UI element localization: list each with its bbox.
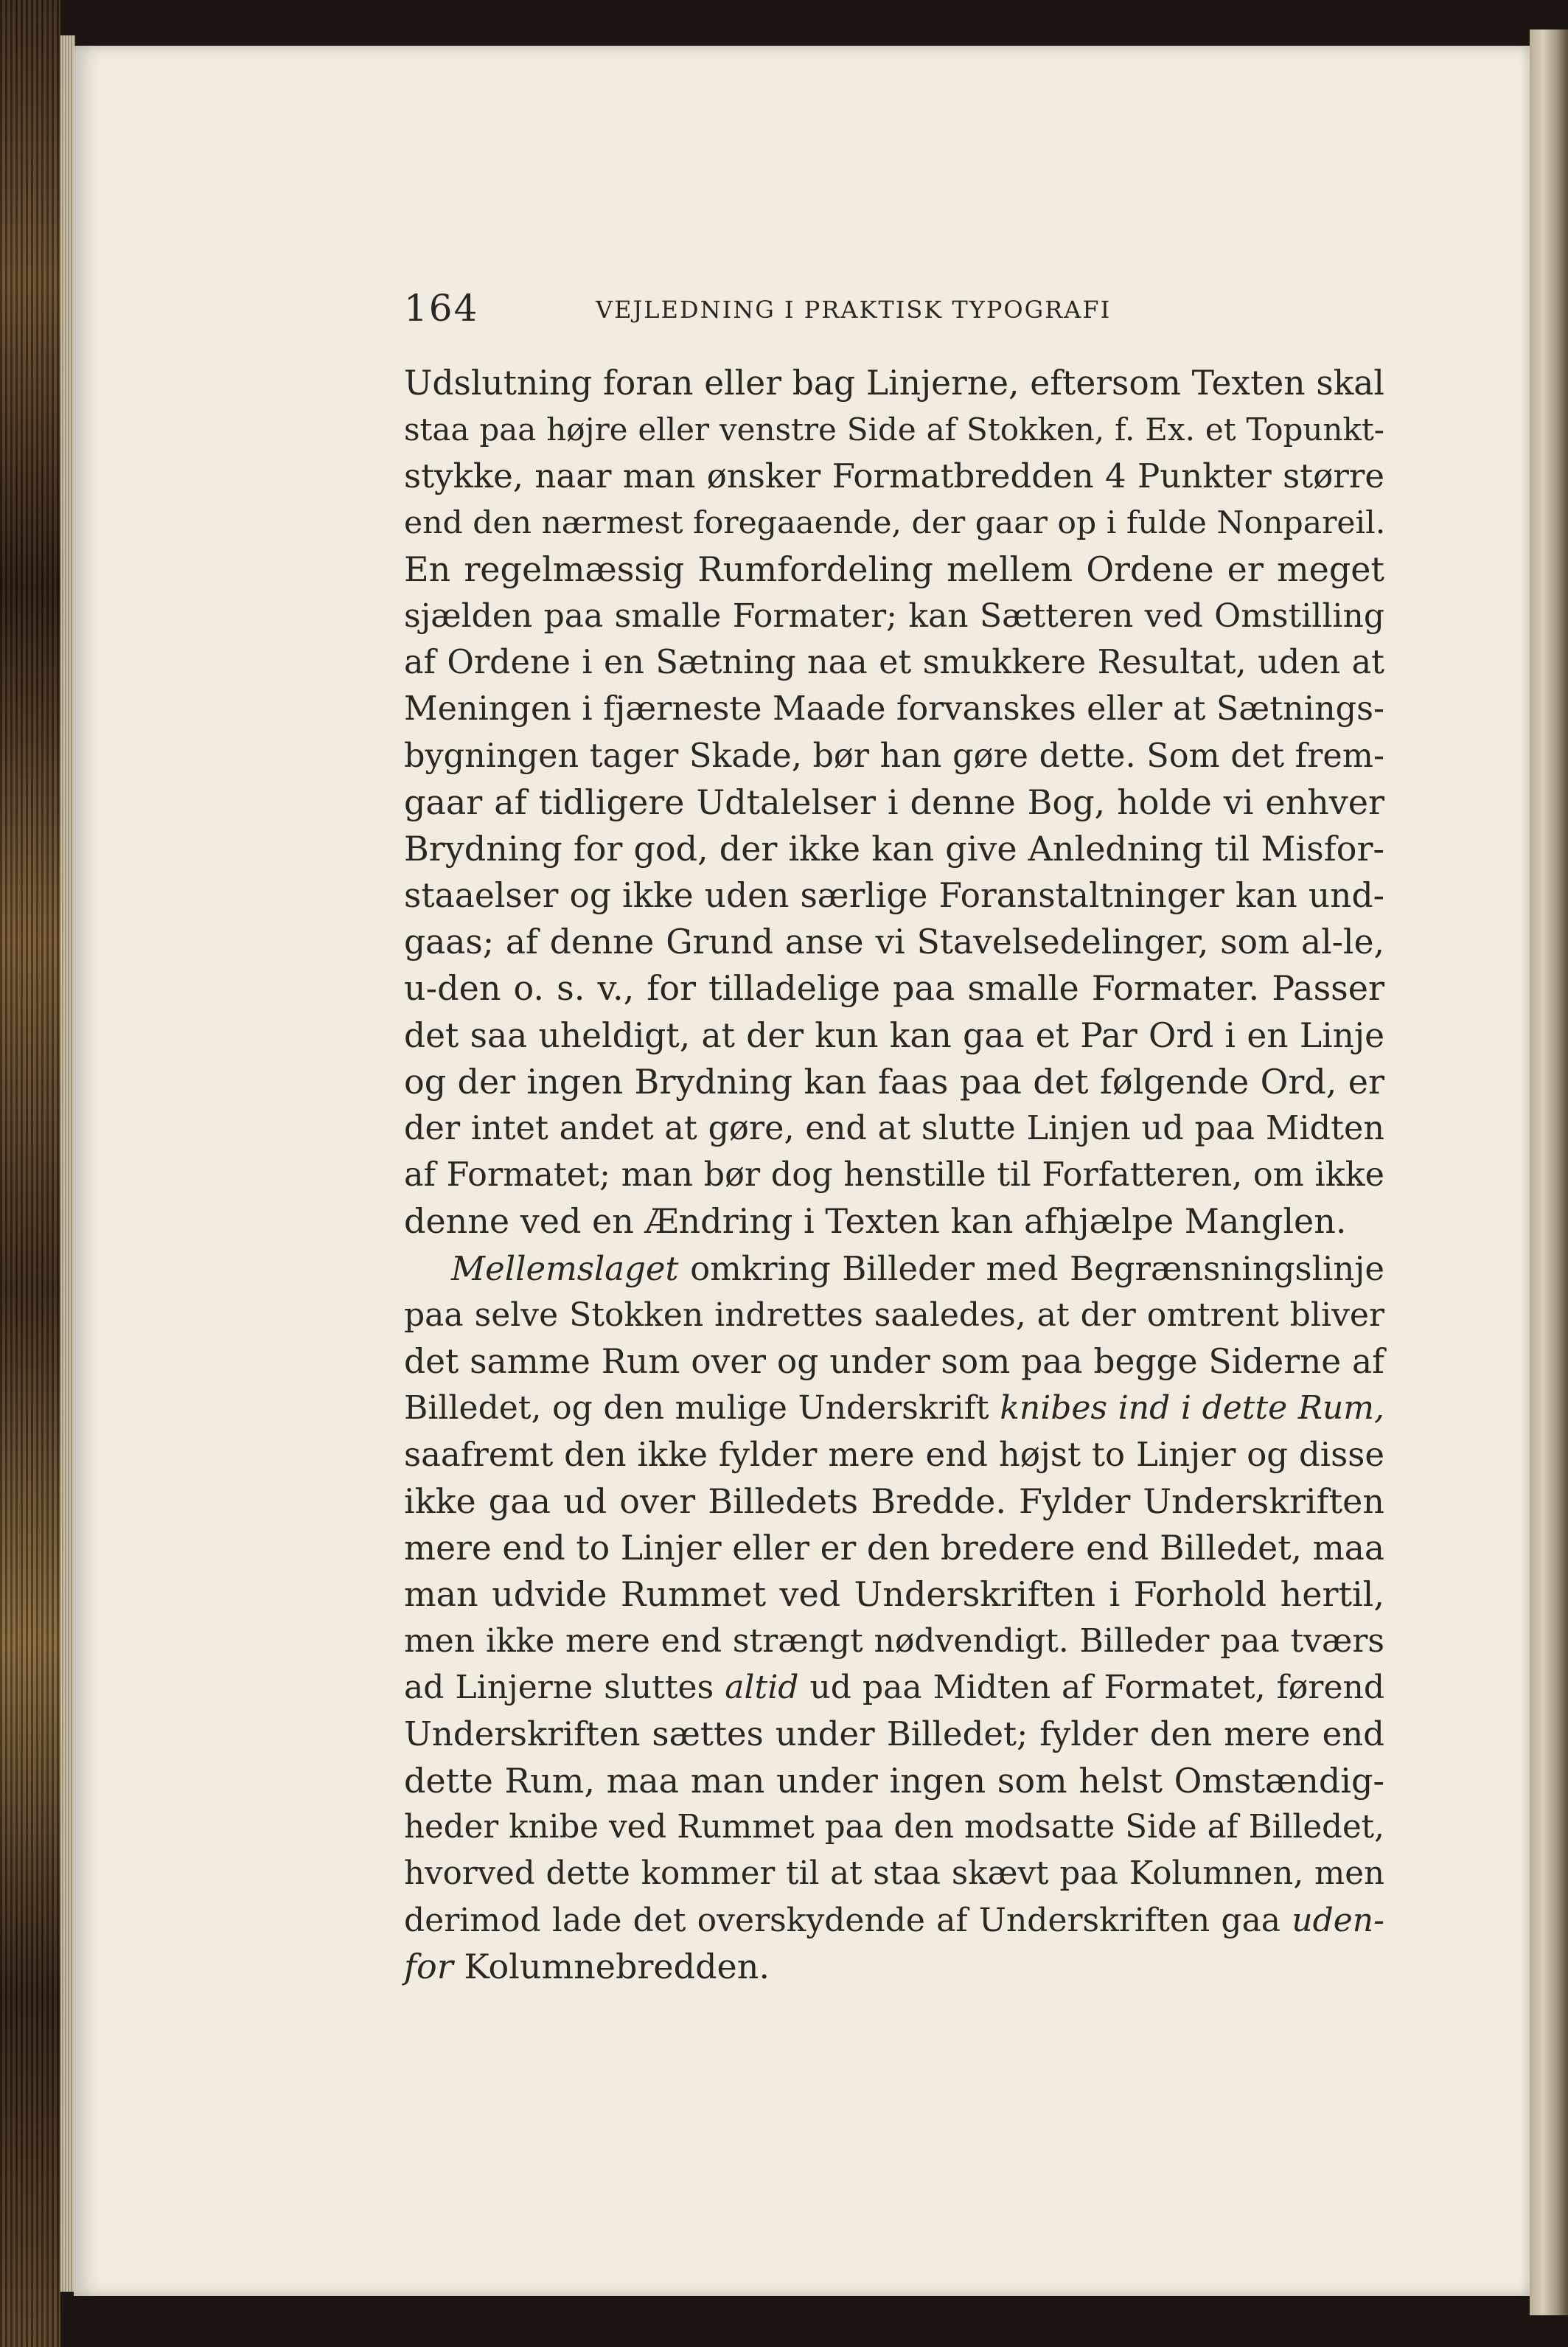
text-line: staaelser og ikke uden særlige Foranstaltninger kan und- bbox=[404, 876, 1384, 916]
text-line bbox=[404, 1385, 1384, 1431]
text-line: Meningen i fjærneste Maade forvanskes eller at Sætnings- bbox=[404, 690, 1384, 729]
text-line: det samme Rum over og under som paa begge Siderne af bbox=[404, 1341, 1384, 1381]
text-line: det saa uheldigt, at der kun kan gaa et Par Ord i en Linje bbox=[404, 1015, 1384, 1055]
text-line: sjælden paa smalle Formater; kan Sætteren ved Omstilling bbox=[404, 597, 1384, 635]
text-line: af Ordene i en Sætning naa et smukkere Resultat, uden at bbox=[404, 644, 1384, 682]
italic-word: uden- bbox=[1292, 1902, 1384, 1940]
text-line bbox=[404, 1664, 1384, 1711]
text-run: derimod lade det overskydende af Underskriften gaa bbox=[404, 1902, 1292, 1940]
text-line: heder knibe ved Rummet paa den modsatte Side af Billedet, bbox=[404, 1808, 1384, 1846]
text-line: gaas; af denne Grund anse vi Stavelsedelinger, som al-le, bbox=[404, 922, 1384, 962]
text-line: staa paa højre eller venstre Side af Stokken, f. Ex. et Topunkt- bbox=[404, 411, 1384, 448]
italic-phrase: knibes ind i dette Rum, bbox=[1000, 1389, 1385, 1428]
text-run: Billedet, og den mulige Underskrift bbox=[404, 1389, 1000, 1428]
text-line: Brydning for god, der ikke kan give Anledning til Misfor- bbox=[404, 828, 1384, 869]
text-line: og der ingen Brydning kan faas paa det følgende Ord, er bbox=[404, 1061, 1384, 1102]
text-line: saafremt den ikke fylder mere end højst to Linjer og disse bbox=[404, 1435, 1384, 1475]
text-line: hvorved dette kommer til at staa skævt paa Kolumnen, men bbox=[404, 1855, 1384, 1892]
text-line: Underskriften sættes under Billedet; fylder den mere end bbox=[404, 1714, 1384, 1754]
text-run: Kolumnebredden. bbox=[453, 1947, 770, 1987]
text-line: Udslutning foran eller bag Linjerne, eftersom Texten skal bbox=[404, 364, 1384, 403]
page-stack-edge bbox=[60, 35, 75, 2292]
text-line: der intet andet at gøre, end at slutte Linjen ud paa Midten bbox=[404, 1110, 1384, 1147]
text-line: gaar af tidligere Udtalelser i denne Bog, holde vi enhver bbox=[404, 782, 1384, 822]
page-number: 164 bbox=[404, 287, 479, 330]
text-run: omkring Billeder med Begrænsningslinje bbox=[678, 1248, 1384, 1288]
italic-word: altid bbox=[725, 1669, 799, 1707]
text-line: af Formatet; man bør dog henstille til Forfatteren, om ikke bbox=[404, 1156, 1384, 1195]
book-cover-edge bbox=[0, 0, 60, 2347]
italic-word: for bbox=[404, 1947, 453, 1987]
body-text bbox=[404, 360, 1384, 1991]
text-run: ad Linjerne sluttes bbox=[404, 1669, 725, 1707]
right-page-edge bbox=[1530, 29, 1568, 2315]
text-line: men ikke mere end strængt nødvendigt. Billeder paa tværs bbox=[404, 1622, 1384, 1661]
text-line: bygningen tager Skade, bør han gøre dette. Som det frem- bbox=[404, 737, 1384, 775]
text-run: ud paa Midten af Formatet, førend bbox=[798, 1669, 1384, 1707]
text-line: stykke, naar man ønsker Formatbredden 4 Punkter større bbox=[404, 456, 1384, 496]
text-line bbox=[404, 1245, 1384, 1292]
text-line bbox=[404, 1897, 1384, 1944]
text-line: paa selve Stokken indrettes saaledes, at der omtrent bliver bbox=[404, 1296, 1384, 1334]
running-head: VEJLEDNING I PRAKTISK TYPOGRAFI bbox=[596, 296, 1112, 324]
page-header bbox=[404, 286, 1156, 330]
text-line: man udvide Rummet ved Underskriften i Forhold hertil, bbox=[404, 1574, 1384, 1614]
text-line bbox=[404, 1944, 1384, 1990]
text-line: mere end to Linjer eller er den bredere end Billedet, maa bbox=[404, 1528, 1384, 1568]
italic-term: Mellemslaget bbox=[451, 1248, 679, 1288]
text-line: dette Rum, maa man under ingen som helst Omstændig- bbox=[404, 1760, 1384, 1801]
text-line: u-den o. s. v., for tilladelige paa smalle Formater. Passer bbox=[404, 968, 1384, 1009]
text-line: end den nærmest foregaaende, der gaar op i fulde Nonpareil. bbox=[404, 504, 1386, 541]
text-line: denne ved en Ændring i Texten kan afhjælpe Manglen. bbox=[404, 1201, 1347, 1242]
text-line: En regelmæssig Rumfordeling mellem Ordene er meget bbox=[404, 549, 1384, 589]
text-line: ikke gaa ud over Billedets Bredde. Fylder Underskriften bbox=[404, 1481, 1384, 1521]
